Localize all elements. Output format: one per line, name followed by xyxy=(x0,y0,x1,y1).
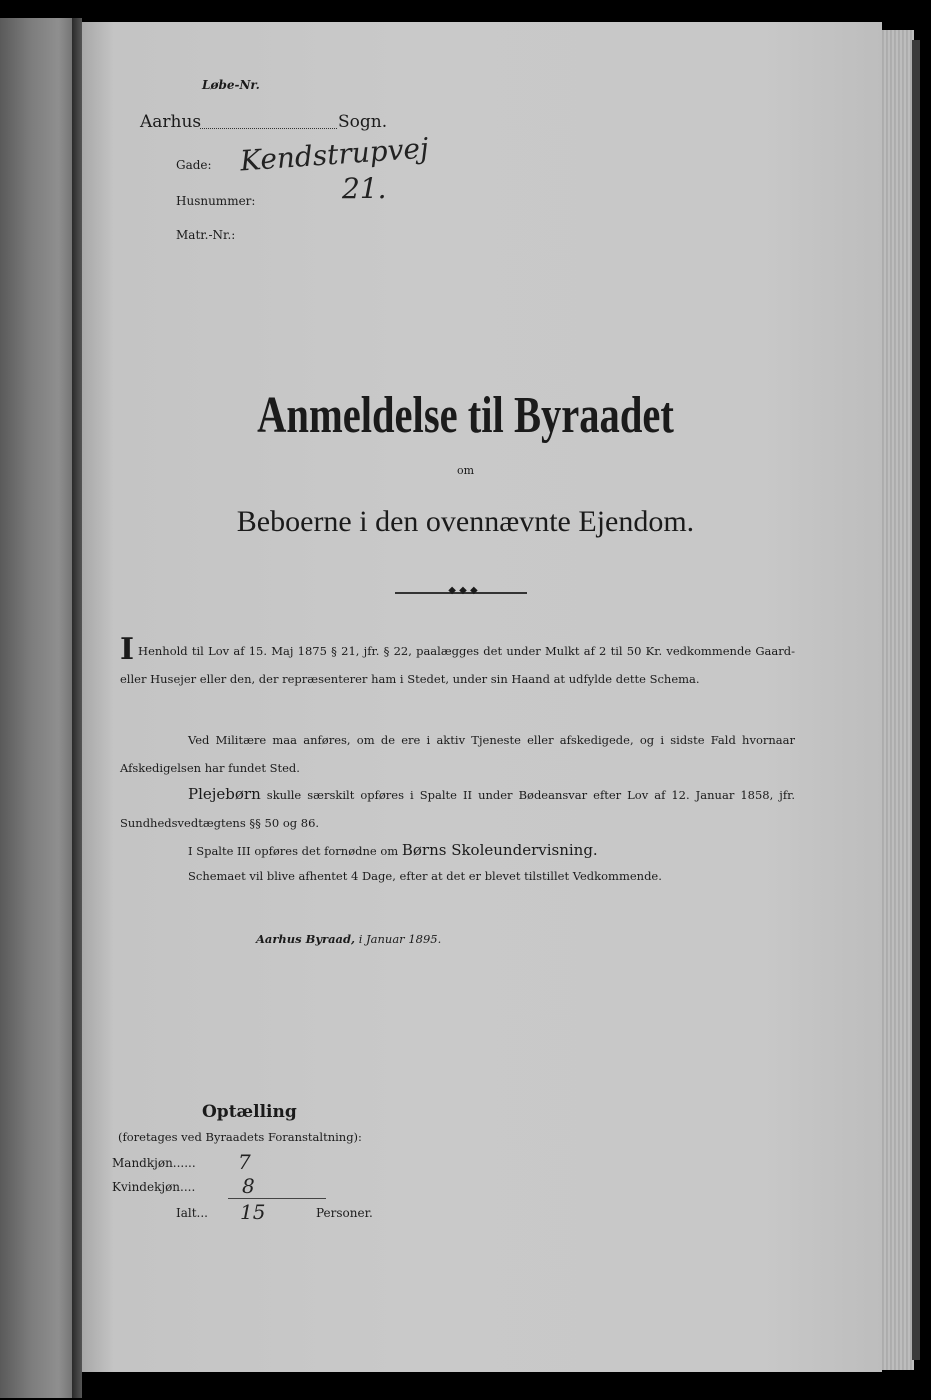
paragraph-3 xyxy=(120,780,795,837)
sogn-dotted-line xyxy=(200,128,337,129)
husnummer-handwritten-value: 21. xyxy=(342,172,387,205)
paragraph-4 xyxy=(120,836,795,865)
male-count-value: 7 xyxy=(238,1150,251,1174)
male-count-label: Mandkjøn...... xyxy=(112,1156,196,1170)
paragraph-5 xyxy=(120,862,795,890)
document-page xyxy=(82,22,882,1372)
aarhus-label: Aarhus xyxy=(140,112,202,132)
skoleundervisning-emphasis: Børns Skoleundervisning. xyxy=(401,841,598,859)
count-title: Optælling xyxy=(202,1102,297,1122)
facing-page xyxy=(0,18,78,1398)
document-title: Anmeldelse til Byraadet xyxy=(257,387,674,444)
signature-date: i Januar 1895. xyxy=(358,932,442,946)
page-stack-shadow xyxy=(912,40,920,1360)
gade-label: Gade: xyxy=(176,158,212,172)
paragraph-4-text: I Spalte III opføres det fornødne om xyxy=(188,844,399,858)
total-count-value: 15 xyxy=(240,1200,266,1224)
ornament-dots: ◆ ◆ ◆ xyxy=(448,585,478,596)
drop-cap: I xyxy=(120,632,135,667)
signature-line xyxy=(256,932,441,946)
book-gutter xyxy=(72,18,82,1398)
paragraph-5-text: Schemaet vil blive afhentet 4 Dage, efter at det er blevet tilstillet Vedkommende. xyxy=(188,869,662,883)
page-stack-edge xyxy=(880,30,914,1370)
paragraph-2 xyxy=(120,726,795,782)
title-connector: om xyxy=(456,464,475,477)
husnummer-label: Husnummer: xyxy=(176,194,256,208)
total-count-label: Ialt... xyxy=(176,1206,208,1220)
gade-handwritten-value: Kendstrupvej xyxy=(239,131,430,178)
paragraph-2-text: Ved Militære maa anføres, om de ere i aktiv Tjeneste eller afskedigede, og i sidste Fald hvornaar Afskedigelsen har fundet Sted. xyxy=(120,733,795,775)
paragraph-3-text: skulle særskilt opføres i Spalte II under Bødeansvar efter Lov af 12. Januar 1858, jfr. Sundhedsvedtægtens §§ 50 og 86. xyxy=(120,788,795,830)
signature-place: Aarhus Byraad, xyxy=(256,932,356,946)
sogn-label: Sogn. xyxy=(338,112,388,132)
matr-nr-label: Matr.-Nr.: xyxy=(176,228,236,242)
plejeborn-lead: Plejebørn xyxy=(188,785,261,803)
female-count-label: Kvindekjøn.... xyxy=(112,1180,196,1194)
lobe-nr-label: Løbe-Nr. xyxy=(202,78,260,92)
sum-rule xyxy=(228,1198,326,1199)
female-count-value: 8 xyxy=(242,1174,255,1198)
paragraph-1 xyxy=(120,632,795,693)
persons-label: Personer. xyxy=(316,1206,373,1220)
document-subtitle: Beboerne i den ovennævnte Ejendom. xyxy=(236,505,695,538)
count-subtitle: (foretages ved Byraadets Foranstaltning): xyxy=(118,1130,362,1144)
paragraph-1-text: Henhold til Lov af 15. Maj 1875 § 21, jfr. § 22, paalægges det under Mulkt af 2 til 50 Kr. vedkommende Gaard- eller Husejer eller den, der repræsenterer ham i Stedet, under sin Haand at udfylde dette Schema. xyxy=(120,644,795,686)
